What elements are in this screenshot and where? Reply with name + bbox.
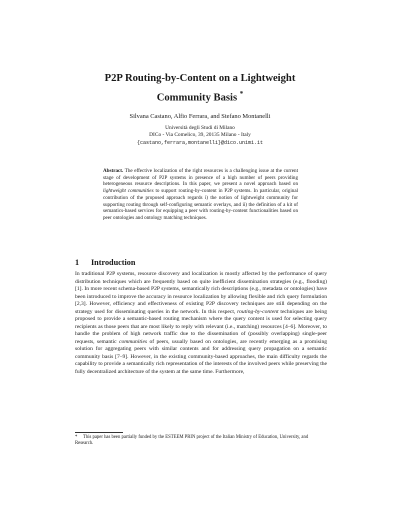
- section-title: Introduction: [91, 258, 136, 267]
- body-emphasis-1: routing-by-content: [237, 308, 279, 315]
- abstract-text-1: The effective localization of the right resources is a challenging issue at the current stage of development of P2P systems in presence of a high number of peers providing heterogeneous resource descriptions. In this paper, we present a novel approach based on: [103, 168, 298, 188]
- section-number: 1: [75, 258, 80, 267]
- abstract-text-2: to support routing-by-content in P2P systems. In particular, original contribution of the proposed approach regards i) the notion of lightweight community for supporting routing through self-configuring semantic overlays, and ii) the definition of a kit of semantics-based services for equipping a peer with routing-by-content functionalities based on peer ontologies and ontology matching techniques.: [103, 188, 298, 221]
- abstract: [103, 168, 298, 222]
- footnote-mark: *: [75, 435, 78, 440]
- affiliation: [60, 125, 340, 147]
- title-footnote-mark: *: [239, 89, 244, 98]
- affiliation-address: DICo - Via Comelico, 39, 20135 Milano - Italy: [149, 132, 251, 139]
- footnote-divider: [75, 432, 123, 433]
- affiliation-university: Università degli Studi di Milano: [165, 125, 235, 131]
- abstract-emphasis: lightweight communities: [103, 188, 154, 195]
- body-emphasis-2: communities: [119, 338, 148, 345]
- body-text-2: techniques are being proposed to provide a semantic-based routing mechanism where the query content is used for selecting query recipients as those peers that are most likely to reply with relevant (i.e., matching) resources [4–6]. Moreover, to handle the problem of high network traffic due to the dissemination of (possibly overlapping) single-peer requests, semantic: [75, 308, 327, 345]
- title-line-2: Community Basis: [156, 92, 238, 104]
- title-line-1: P2P Routing-by-Content on a Lightweight: [104, 73, 296, 84]
- footnote-text: This paper has been partially funded by the ESTEEM PRIN project of the Italian Ministry of Education, University, and Research.: [75, 435, 309, 447]
- author-list: Silvana Castano, Alfio Ferrara, and Stefano Montanelli: [129, 113, 271, 120]
- body-paragraph: [75, 271, 327, 376]
- affiliation-email: {castano,ferrara,montanelli}@dico.unimi.it: [136, 139, 264, 146]
- section-heading: [75, 258, 135, 268]
- paper-title: [60, 72, 340, 106]
- abstract-label: Abstract.: [103, 168, 124, 174]
- body-text-3: of peers, usually based on ontologies, are recently emerging as a promising solution for aggregating peers with similar contents and for addressing query propagation on a semantic community basis [7–9]. However, in the existing community-based approaches, the main difficulty regards the capability to provide a semantically rich representation of the interests of the involved peers while preserving the fully decentralized architecture of the system at the same time. Furthermore,: [75, 338, 327, 375]
- body-text-1: In traditional P2P systems, resource discovery and localization is mostly affected by the performance of query distribution techniques which are frequently based on quite inefficient dissemination strategies (e.g., flooding) [1]. In more recent schema-based P2P systems, semantically rich descriptions (e.g., metadata or ontologies) have been introduced to improve the accuracy in resource localization by allowing flexible and rich query formulation [2,3]. However, efficiency and effectiveness of existing P2P discovery techniques are still depending on the strategy used for disseminating queries in the network. In this respect,: [75, 271, 327, 315]
- footnote: [75, 435, 327, 447]
